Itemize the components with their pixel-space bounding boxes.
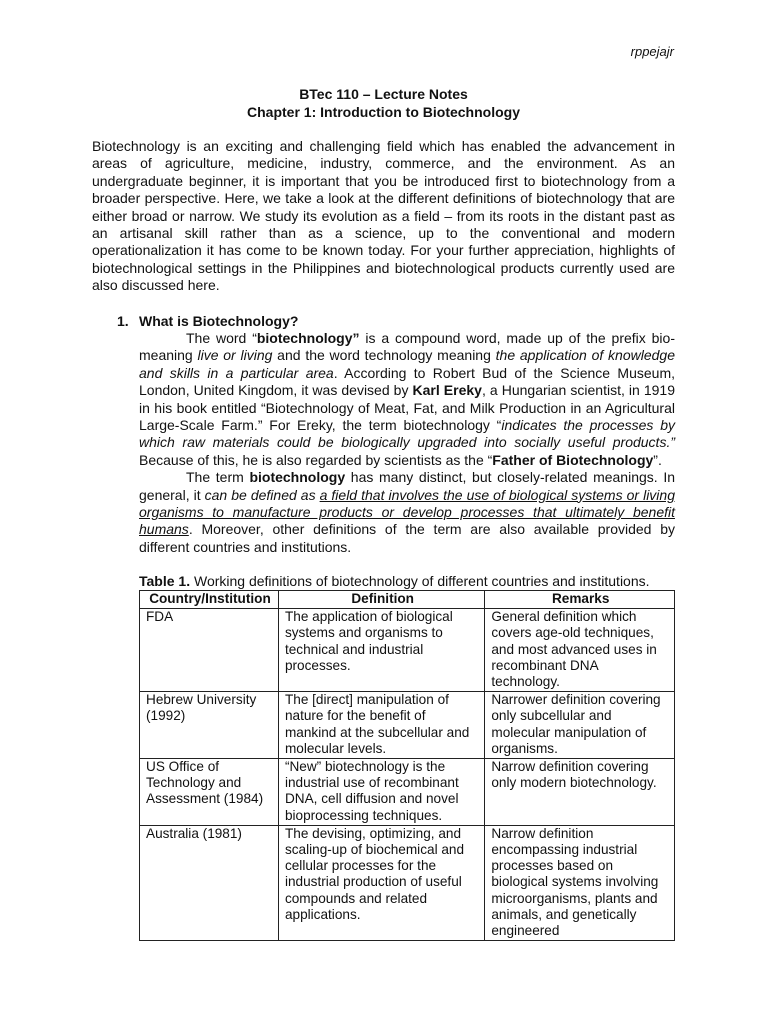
text-run: The term xyxy=(186,469,250,486)
table-row xyxy=(140,609,675,692)
author-initials: rppejajr xyxy=(630,44,674,59)
cell-definition: The devising, optimizing, and scaling-up of biochemical and cellular processes for the industrial production of useful compounds and related applications. xyxy=(278,825,484,940)
text-run: . Moreover, other definitions of the term are also available provided by different countries and institutions. xyxy=(139,521,675,555)
cell-country: Hebrew University (1992) xyxy=(140,692,279,759)
text-run: ”. xyxy=(653,451,662,468)
section-body xyxy=(139,330,675,556)
document-titles xyxy=(92,86,675,121)
section-heading xyxy=(117,313,298,330)
intro-paragraph: Biotechnology is an exciting and challenging field which has enabled the advancement in areas of agriculture, medicine, industry, commerce, and the environment. As an undergraduate beginner, it is important that you be introduced first to biotechnology from a broader perspective. Here, we take a look at the different definitions of biotechnology that are either broad or narrow. We study its evolution as a field – from its roots in the distant past as an artisanal skill rather than as a science, up to the conventional and modern operationalization it has come to be known today. For your further appreciation, highlights of biotechnological settings in the Philippines and biotechnological products currently used are also discussed here. xyxy=(92,138,675,294)
name-karl-ereky: Karl Ereky xyxy=(412,382,482,399)
section-number: 1. xyxy=(117,313,129,329)
can-be-defined: can be defined as xyxy=(204,486,320,503)
table-row xyxy=(140,759,675,826)
chapter-title: Chapter 1: Introduction to Biotechnology xyxy=(247,103,520,120)
course-title: BTec 110 – Lecture Notes xyxy=(299,86,468,102)
text-run: Because of this, he is also regarded by scientists as the “ xyxy=(139,451,493,468)
cell-remarks: Narrow definition encompassing industrial processes based on biological systems involving microorganisms, plants and animals, and genetically engineered xyxy=(485,825,675,940)
paragraph-etymology xyxy=(139,330,675,469)
cell-remarks: General definition which covers age-old techniques, and most advanced uses in recombinant DNA technology. xyxy=(485,609,675,692)
header-definition: Definition xyxy=(278,591,484,609)
term-biotechnology: biotechnology xyxy=(249,469,346,486)
text-run: has many distinct, but closely-related meanings. In general, it xyxy=(139,469,675,503)
table-header-row xyxy=(140,591,675,609)
cell-remarks: Narrow definition covering only modern biotechnology. xyxy=(485,759,675,826)
paragraph-definition xyxy=(139,469,675,556)
table-caption-text: Working definitions of biotechnology of different countries and institutions. xyxy=(190,573,650,589)
cell-country: Australia (1981) xyxy=(140,825,279,940)
text-run: The word “ xyxy=(186,330,257,346)
definitions-table xyxy=(139,590,675,941)
text-run: is a compound word, made up of the prefix bio- meaning xyxy=(139,330,675,364)
cell-definition: The [direct] manipulation of nature for the benefit of mankind at the subcellular and molecular levels. xyxy=(278,692,484,759)
cell-definition: The application of biological systems and organisms to technical and industrial processes. xyxy=(278,609,484,692)
cell-remarks: Narrower definition covering only subcellular and molecular manipulation of organisms. xyxy=(485,692,675,759)
ereky-quote: indicates the processes by which raw materials could be biologically upgraded into socially useful products.” xyxy=(139,417,675,451)
header-remarks: Remarks xyxy=(485,591,675,609)
meaning-technology: the application of knowledge and skills in a particular area xyxy=(139,347,675,381)
meaning-bio: live or living xyxy=(197,347,273,364)
table-row xyxy=(140,692,675,759)
text-run: . According to Robert Bud of the Science Museum, London, United Kingdom, it was devised by xyxy=(139,364,675,399)
text-run: and the word technology meaning xyxy=(272,347,496,364)
term-biotechnology: biotechnology” xyxy=(256,330,360,346)
cell-country: FDA xyxy=(140,609,279,692)
header-country: Country/Institution xyxy=(140,591,279,609)
table-label: Table 1. xyxy=(139,573,191,589)
table-caption xyxy=(139,573,679,590)
text-run: , a Hungarian scientist, in 1919 in his book entitled “Biotechnology of Meat, Fat, and Milk Production in an Agricultural Large-Scale Farm.” For Ereky, the term biotechnology “ xyxy=(139,382,675,434)
cell-definition: “New” biotechnology is the industrial use of recombinant DNA, cell diffusion and novel bioprocessing techniques. xyxy=(278,759,484,826)
cell-country: US Office of Technology and Assessment (1984) xyxy=(140,759,279,826)
section-title: What is Biotechnology? xyxy=(139,313,299,329)
father-of-biotechnology: Father of Biotechnology xyxy=(492,451,654,468)
table-row xyxy=(140,825,675,940)
core-definition: a field that involves the use of biological systems or living organisms to manufacture products or develop processes that ultimately benefit humans xyxy=(139,486,675,538)
